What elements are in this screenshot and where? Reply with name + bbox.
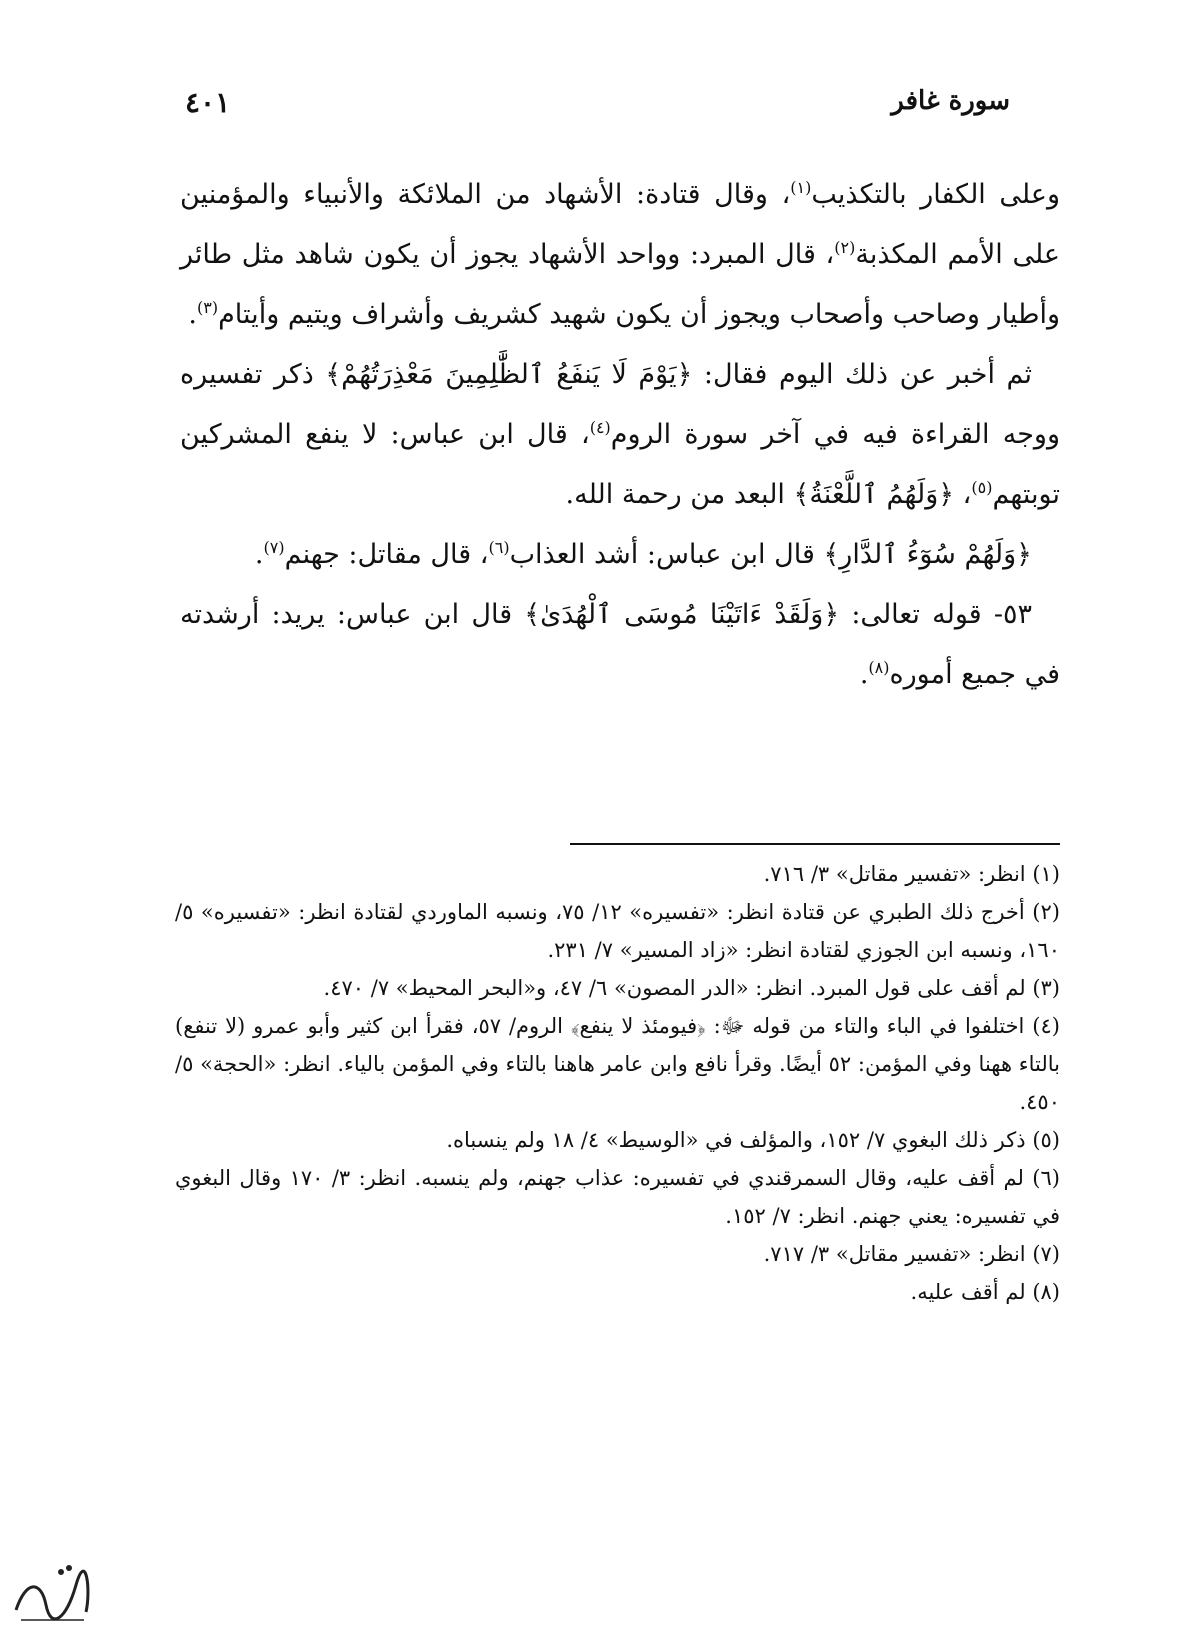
text-run: قال ابن عباس: أشد العذاب	[509, 539, 824, 570]
footnote-ref-4: (٤)	[589, 418, 611, 437]
text-run: .	[188, 299, 197, 330]
footnote-text: لم أقف عليه، وقال السمرقندي في تفسيره: عذاب جهنم، ولم ينسبه. انظر: ٣/ ١٧٠ وقال البغوي في تفسيره: يعني جهنم. انظر: ٧/ ١٥٢.	[175, 1166, 1060, 1228]
footnote-ref-6: (٦)	[488, 538, 510, 557]
footnote-text: أخرج ذلك الطبري عن قتادة انظر: «تفسيره» ١٢/ ٧٥، ونسبه الماوردي لقتادة انظر: «تفسيره» ٥/ ١٦٠، ونسبه ابن الجوزي لقتادة انظر: «زاد المسير» ٧/ ٢٣١.	[175, 900, 1060, 962]
footnote-1	[175, 855, 1060, 893]
paragraph-3	[180, 525, 1060, 585]
footnote-6	[175, 1159, 1060, 1235]
publisher-logo	[6, 1550, 96, 1630]
quran-quote: ﴿وَلَهُمْ سُوٓءُ ٱلدَّارِ﴾	[823, 539, 1032, 570]
text-run: .	[254, 539, 264, 570]
paragraph-2	[180, 345, 1060, 525]
footnote-number: (٥)	[1032, 1128, 1060, 1152]
footnote-3	[175, 969, 1060, 1007]
footnote-4	[175, 1007, 1060, 1121]
footnotes	[175, 855, 1060, 1311]
surah-title: سورة غافر	[891, 86, 1010, 116]
footnote-8	[175, 1273, 1060, 1311]
footnote-number: (٤)	[1032, 1014, 1060, 1038]
footnote-text: انظر: «تفسير مقاتل» ٣/ ٧١٦.	[763, 862, 1026, 886]
text-run: ثم أخبر عن ذلك اليوم فقال:	[692, 359, 1033, 390]
footnote-text: لم أقف عليه.	[910, 1280, 1026, 1304]
footnote-number: (٨)	[1032, 1280, 1060, 1304]
footnote-number: (٢)	[1032, 900, 1060, 924]
footnote-number: (١)	[1032, 862, 1060, 886]
page-number: ٤٠١	[185, 86, 231, 119]
text-run: وعلى الكفار بالتكذيب	[811, 179, 1061, 210]
footnote-text: ذكر ذلك البغوي ٧/ ١٥٢، والمؤلف في «الوسيط» ٤/ ١٨ ولم ينسباه.	[446, 1128, 1026, 1152]
paragraph-4	[180, 585, 1060, 705]
footnote-ref-1: (١)	[790, 178, 812, 197]
footnote-text: انظر: «تفسير مقاتل» ٣/ ٧١٧.	[763, 1242, 1026, 1266]
text-run: البعد من رحمة الله.	[565, 479, 794, 510]
footnote-ref-7: (٧)	[263, 538, 285, 557]
quran-quote: ﴿وَلَقَدْ ءَاتَيْنَا مُوسَى ٱلْهُدَىٰ﴾	[524, 599, 840, 630]
footnote-ref-8: (٨)	[868, 658, 890, 677]
footnote-text: اختلفوا في الباء والتاء من قوله ﷻ: ﴿فيومئذ لا ينفع﴾ الروم/ ٥٧، فقرأ ابن كثير وأبو عمرو (لا تنفع) بالتاء ههنا وفي المؤمن: ٥٢ أيضًا. وقرأ نافع وابن عامر هاهنا بالتاء وفي المؤمن بالياء. انظر: «الحجة» ٥/ ٤٥٠.	[175, 1014, 1060, 1114]
footnote-divider	[570, 843, 1060, 845]
text-run: ، وقال قتادة: الأشهاد من الملائكة والأنبياء والمؤمنين على الأمم المكذبة	[180, 179, 1060, 270]
page-header	[175, 86, 1010, 126]
footnote-ref-2: (٢)	[834, 238, 856, 257]
text-run: ، قال المبرد: وواحد الأشهاد يجوز أن يكون شاهد مثل طائر وأطيار وصاحب وأصحاب ويجوز أن يكون شهيد كشريف وأشراف ويتيم وأيتام	[180, 239, 1060, 330]
footnote-number: (٣)	[1032, 976, 1060, 1000]
footnote-7	[175, 1235, 1060, 1273]
quran-quote: ﴿وَلَهُمُ ٱللَّعْنَةُ﴾	[793, 479, 955, 510]
footnote-5	[175, 1121, 1060, 1159]
footnote-ref-3: (٣)	[197, 298, 219, 317]
text-run: ٥٣- قوله تعالى:	[839, 599, 1032, 630]
text-run: ذكر تفسيره ووجه القراءة فيه في آخر سورة الروم	[180, 359, 1060, 450]
footnote-ref-5: (٥)	[971, 478, 993, 497]
footnote-2	[175, 893, 1060, 969]
footnote-number: (٦)	[1032, 1166, 1060, 1190]
text-run: قال ابن عباس: يريد: أرشدته في جميع أموره	[180, 599, 1060, 690]
text-run: ، قال ابن عباس: لا ينفع المشركين توبتهم	[180, 419, 1060, 510]
footnote-text: لم أقف على قول المبرد. انظر: «الدر المصون» ٦/ ٤٧، و«البحر المحيط» ٧/ ٤٧٠.	[323, 976, 1026, 1000]
main-text	[180, 165, 1060, 705]
quran-quote: ﴿يَوْمَ لَا يَنفَعُ ٱلظَّٰلِمِينَ مَعْذِرَتُهُمْ﴾	[325, 359, 693, 390]
paragraph-1	[180, 165, 1060, 345]
text-run: ، قال مقاتل: جهنم	[284, 539, 489, 570]
text-run: .	[859, 659, 869, 690]
footnote-number: (٧)	[1032, 1242, 1060, 1266]
text-run: ،	[954, 479, 972, 510]
